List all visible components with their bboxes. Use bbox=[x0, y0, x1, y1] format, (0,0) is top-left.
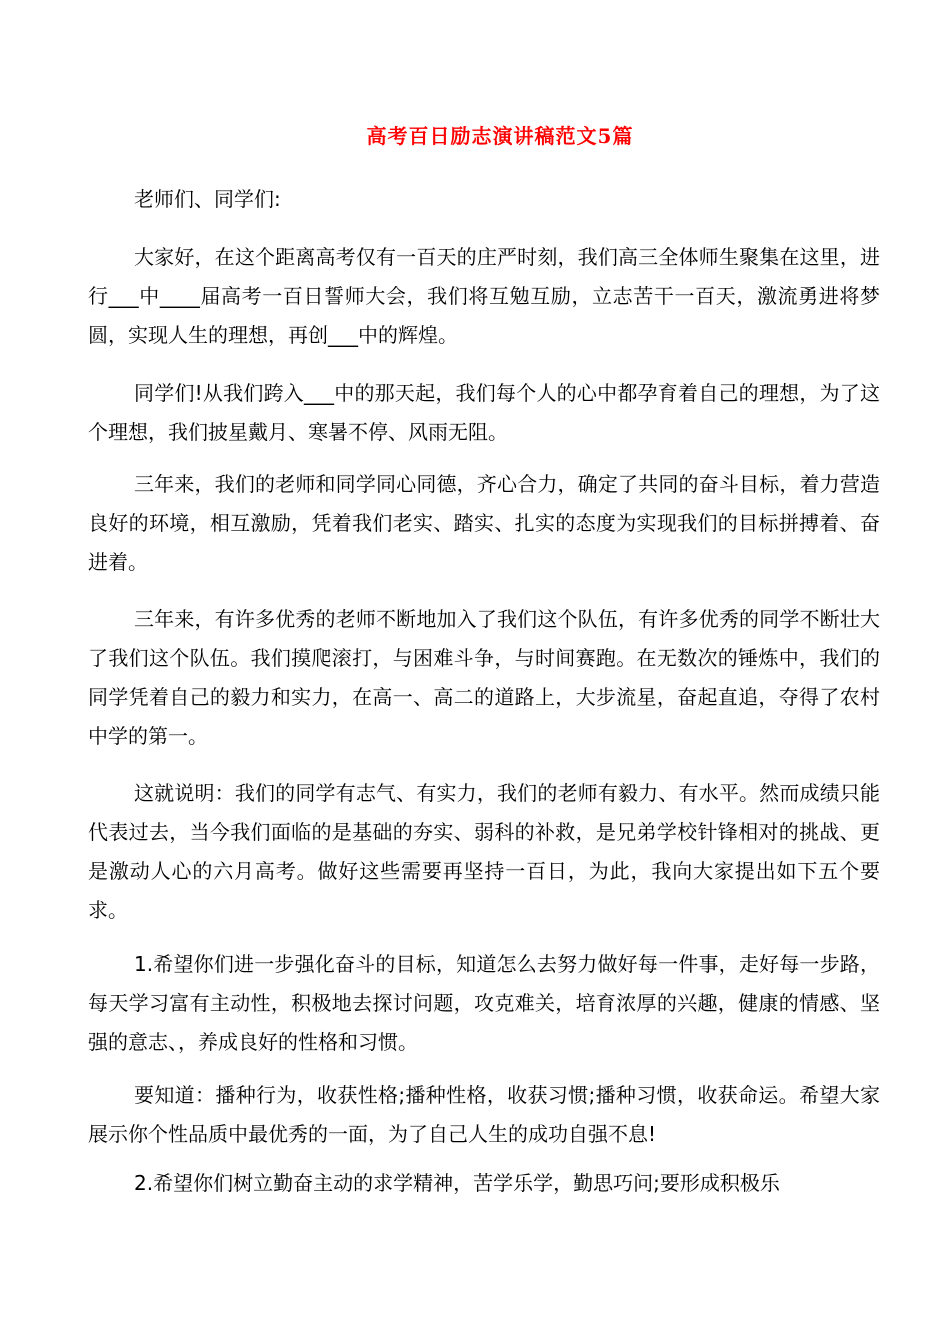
paragraph-requirement-2: 2.希望你们树立勤奋主动的求学精神，苦学乐学，勤思巧问;要形成积极乐 bbox=[134, 1171, 780, 1195]
paragraph-know: 要知道：播种行为，收获性格;播种性格，收获习惯;播种习惯，收获命运。希望大家展示你个性品质中最优秀的一面，为了自己人生的成功自强不息! bbox=[88, 1083, 880, 1146]
paragraph-three-years-unity: 三年来，我们的老师和同学同心同德，齐心合力，确定了共同的奋斗目标，着力营造良好的环境，相互激励，凭着我们老实、踏实、扎实的态度为实现我们的目标拼搏着、奋进着。 bbox=[88, 472, 880, 574]
paragraph-salutation: 老师们、同学们: bbox=[134, 187, 281, 211]
paragraph-three-years-teachers: 三年来，有许多优秀的老师不断地加入了我们这个队伍，有许多优秀的同学不断壮大了我们这个队伍。我们摸爬滚打，与困难斗争，与时间赛跑。在无数次的锤炼中，我们的同学凭着自己的毅力和实力，在高一、高二的道路上，大步流星，奋起直追，夺得了农村中学的第一。 bbox=[88, 607, 880, 748]
paragraph-requirement-1: 1.希望你们进一步强化奋斗的目标，知道怎么去努力做好每一件事，走好每一步路，每天学习富有主动性，积极地去探讨问题，攻克难关，培育浓厚的兴趣，健康的情感、坚强的意志、，养成良好的性格和习惯。 bbox=[88, 952, 880, 1054]
document-title: 高考百日励志演讲稿范文5篇 bbox=[366, 124, 634, 148]
paragraph-explanation: 这就说明：我们的同学有志气、有实力，我们的老师有毅力、有水平。然而成绩只能代表过去，当今我们面临的是基础的夯实、弱科的补救，是兄弟学校针锋相对的挑战、更是激动人心的六月高考。做好这些需要再坚持一百日，为此，我向大家提出如下五个要求。 bbox=[88, 781, 880, 922]
paragraph-ideal: 同学们!从我们跨入___中的那天起，我们每个人的心中都孕育着自己的理想，为了这个理想，我们披星戴月、寒暑不停、风雨无阻。 bbox=[88, 381, 880, 444]
paragraph-greeting: 大家好，在这个距离高考仅有一百天的庄严时刻，我们高三全体师生聚集在这里，进行___中____届高考一百日誓师大会，我们将互勉互励，立志苦干一百天，激流勇进将梦圆，实现人生的理想，再创___中的辉煌。 bbox=[88, 245, 880, 347]
